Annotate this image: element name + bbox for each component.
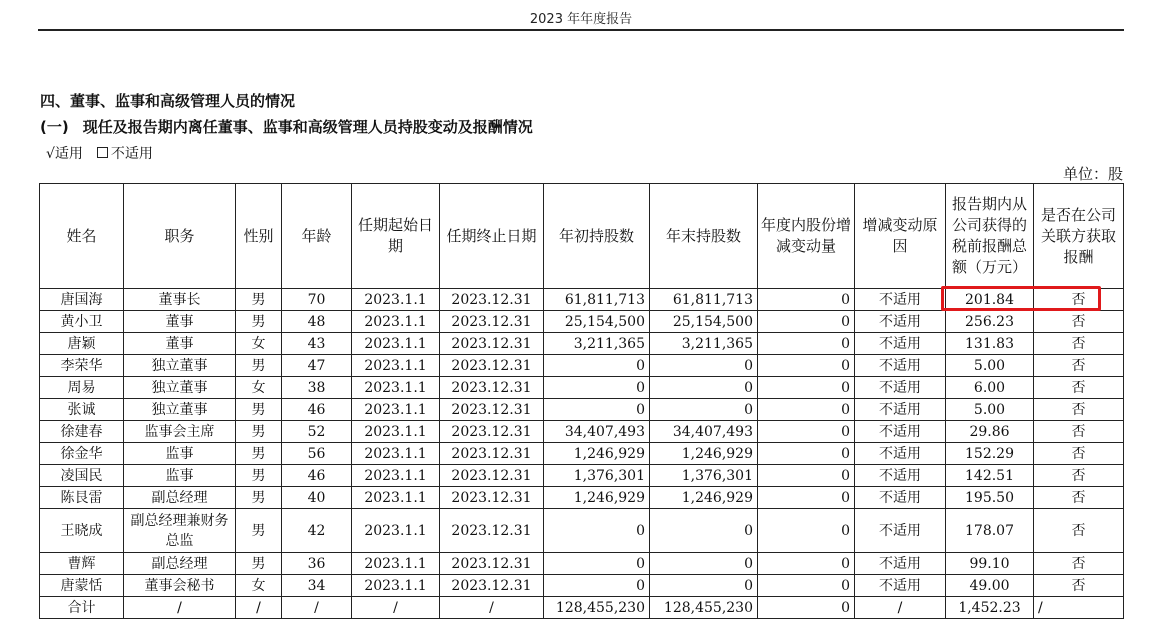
unit-label: 单位：股	[1062, 165, 1123, 183]
table-cell: 201.84	[946, 289, 1034, 311]
table-cell: 董事会秘书	[124, 575, 236, 597]
table-cell: 2023.1.1	[352, 355, 440, 377]
unchecked-box-icon	[97, 147, 108, 158]
table-cell: 0	[758, 289, 855, 311]
table-cell: 5.00	[946, 355, 1034, 377]
table-cell: 34	[282, 575, 352, 597]
table-cell: 46	[282, 399, 352, 421]
table-cell: 48	[282, 311, 352, 333]
table-cell: 43	[282, 333, 352, 355]
table-cell: 61,811,713	[650, 289, 758, 311]
table-cell: 70	[282, 289, 352, 311]
table-cell: 男	[236, 465, 282, 487]
table-cell: 0	[758, 487, 855, 509]
column-header: 年龄	[282, 184, 352, 289]
table-cell: 195.50	[946, 487, 1034, 509]
section-title: 四、董事、监事和高级管理人员的情况	[40, 92, 296, 110]
table-header-row	[40, 184, 1124, 289]
table-cell: 256.23	[946, 311, 1034, 333]
table-cell: 2023.12.31	[440, 355, 544, 377]
table-cell: 曹辉	[40, 553, 124, 575]
table-cell: 男	[236, 311, 282, 333]
table-cell: 监事	[124, 443, 236, 465]
table-cell: 0	[544, 553, 650, 575]
table-cell: 152.29	[946, 443, 1034, 465]
table-cell: 否	[1034, 377, 1124, 399]
table-row	[40, 553, 1124, 575]
table-cell: 0	[758, 509, 855, 553]
table-cell: 61,811,713	[544, 289, 650, 311]
table-cell: 2023.12.31	[440, 311, 544, 333]
subsection-text: 现任及报告期内离任董事、监事和高级管理人员持股变动及报酬情况	[82, 118, 533, 136]
table-cell: 否	[1034, 509, 1124, 553]
table-cell: 王晓成	[40, 509, 124, 553]
table-cell: 否	[1034, 333, 1124, 355]
table-cell: 2023.12.31	[440, 553, 544, 575]
table-cell: 副总经理	[124, 553, 236, 575]
table-cell: 否	[1034, 443, 1124, 465]
table-cell: /	[1034, 597, 1124, 619]
table-cell: 142.51	[946, 465, 1034, 487]
column-header: 性别	[236, 184, 282, 289]
table-cell: 1,246,929	[650, 443, 758, 465]
table-cell: 0	[650, 355, 758, 377]
table-cell: 2023.1.1	[352, 333, 440, 355]
table-cell: /	[440, 597, 544, 619]
table-cell: 3,211,365	[544, 333, 650, 355]
table-cell: 0	[544, 509, 650, 553]
table-row	[40, 377, 1124, 399]
table-cell: 唐国海	[40, 289, 124, 311]
table-cell: 0	[650, 377, 758, 399]
table-row	[40, 465, 1124, 487]
table-cell: 1,376,301	[544, 465, 650, 487]
table-cell: 2023.1.1	[352, 465, 440, 487]
column-header: 任期终止日期	[440, 184, 544, 289]
table-cell: 2023.12.31	[440, 465, 544, 487]
table-cell: 178.07	[946, 509, 1034, 553]
table-cell: 0	[758, 597, 855, 619]
table-cell: 男	[236, 355, 282, 377]
table-cell: 不适用	[855, 553, 946, 575]
table-cell: 徐金华	[40, 443, 124, 465]
table-cell: 0	[650, 553, 758, 575]
table-cell: 不适用	[855, 465, 946, 487]
not-applicable-option: 不适用	[110, 146, 153, 162]
table-cell: 董事	[124, 311, 236, 333]
table-cell: 0	[544, 377, 650, 399]
table-cell: 0	[758, 399, 855, 421]
table-cell: 2023.12.31	[440, 487, 544, 509]
table-row	[40, 399, 1124, 421]
table-cell: 否	[1034, 553, 1124, 575]
table-cell: 徐建春	[40, 421, 124, 443]
table-row	[40, 421, 1124, 443]
table-cell: 不适用	[855, 289, 946, 311]
table-row	[40, 289, 1124, 311]
table-cell: 陈艮雷	[40, 487, 124, 509]
table-cell: 否	[1034, 311, 1124, 333]
table-row	[40, 333, 1124, 355]
table-cell: 男	[236, 443, 282, 465]
table-cell: 0	[650, 399, 758, 421]
table-cell: 否	[1034, 575, 1124, 597]
table-cell: 不适用	[855, 575, 946, 597]
table-cell: 不适用	[855, 333, 946, 355]
applicable-option: √适用	[46, 146, 83, 162]
table-cell: 25,154,500	[544, 311, 650, 333]
table-cell: 2023.1.1	[352, 443, 440, 465]
column-header: 年初持股数	[544, 184, 650, 289]
table-cell: /	[282, 597, 352, 619]
table-cell: 男	[236, 399, 282, 421]
table-cell: 2023.1.1	[352, 311, 440, 333]
table-cell: 否	[1034, 289, 1124, 311]
subsection-title	[40, 116, 533, 137]
table-cell: 不适用	[855, 377, 946, 399]
table-row	[40, 311, 1124, 333]
table-cell: 0	[650, 509, 758, 553]
table-row	[40, 597, 1124, 619]
table-cell: 不适用	[855, 311, 946, 333]
table-cell: 0	[758, 377, 855, 399]
table-cell: 监事会主席	[124, 421, 236, 443]
table-cell: 0	[650, 575, 758, 597]
table-cell: /	[352, 597, 440, 619]
table-cell: 董事	[124, 333, 236, 355]
table-cell: 2023.1.1	[352, 575, 440, 597]
table-cell: 2023.1.1	[352, 399, 440, 421]
table-cell: 0	[758, 311, 855, 333]
table-cell: 男	[236, 421, 282, 443]
table-cell: 131.83	[946, 333, 1034, 355]
table-cell: 男	[236, 509, 282, 553]
table-cell: 不适用	[855, 443, 946, 465]
table-row	[40, 575, 1124, 597]
table-cell: 否	[1034, 355, 1124, 377]
table-cell: 34,407,493	[544, 421, 650, 443]
column-header: 是否在公司关联方获取报酬	[1034, 184, 1124, 289]
table-cell: 不适用	[855, 355, 946, 377]
table-cell: 女	[236, 377, 282, 399]
table-row	[40, 487, 1124, 509]
table-row	[40, 355, 1124, 377]
table-cell: 2023.1.1	[352, 289, 440, 311]
table-row	[40, 509, 1124, 553]
table-cell: 25,154,500	[650, 311, 758, 333]
table-cell: 52	[282, 421, 352, 443]
column-header: 任期起始日期	[352, 184, 440, 289]
table-cell: 0	[544, 575, 650, 597]
table-cell: 1,246,929	[544, 487, 650, 509]
column-header: 年度内股份增减变动量	[758, 184, 855, 289]
table-cell: 2023.1.1	[352, 553, 440, 575]
table-cell: 李荣华	[40, 355, 124, 377]
table-cell: 2023.12.31	[440, 399, 544, 421]
subsection-number: (一)	[40, 118, 69, 136]
column-header: 增减变动原因	[855, 184, 946, 289]
table-cell: 2023.12.31	[440, 421, 544, 443]
table-cell: 唐颖	[40, 333, 124, 355]
table-cell: 0	[544, 355, 650, 377]
table-cell: 周易	[40, 377, 124, 399]
table-cell: 29.86	[946, 421, 1034, 443]
table-cell: 0	[758, 333, 855, 355]
table-cell: 2023.1.1	[352, 509, 440, 553]
table-cell: 2023.12.31	[440, 575, 544, 597]
table-cell: 1,376,301	[650, 465, 758, 487]
table-cell: 副总经理兼财务总监	[124, 509, 236, 553]
table-cell: 3,211,365	[650, 333, 758, 355]
table-cell: 0	[758, 421, 855, 443]
table-cell: 女	[236, 575, 282, 597]
table-cell: 2023.1.1	[352, 487, 440, 509]
table-cell: 唐蒙恬	[40, 575, 124, 597]
table-cell: 0	[758, 575, 855, 597]
table-row	[40, 443, 1124, 465]
table-cell: 0	[758, 465, 855, 487]
table-cell: 5.00	[946, 399, 1034, 421]
table-cell: 不适用	[855, 399, 946, 421]
table-cell: 2023.12.31	[440, 289, 544, 311]
table-cell: 56	[282, 443, 352, 465]
page-header: 2023 年年度报告	[529, 12, 633, 27]
table-cell: 独立董事	[124, 355, 236, 377]
table-cell: 1,246,929	[544, 443, 650, 465]
table-cell: 2023.12.31	[440, 509, 544, 553]
table-cell: 男	[236, 487, 282, 509]
table-cell: 47	[282, 355, 352, 377]
column-header: 报告期内从公司获得的税前报酬总额（万元）	[946, 184, 1034, 289]
holdings-table	[39, 183, 1124, 619]
table-cell: 0	[758, 355, 855, 377]
table-cell: 0	[544, 399, 650, 421]
table-cell: 董事长	[124, 289, 236, 311]
table-cell: 42	[282, 509, 352, 553]
column-header: 年末持股数	[650, 184, 758, 289]
table-cell: 49.00	[946, 575, 1034, 597]
table-cell: 2023.1.1	[352, 377, 440, 399]
table-cell: 0	[758, 443, 855, 465]
table-cell: 40	[282, 487, 352, 509]
table-cell: 2023.1.1	[352, 421, 440, 443]
table-cell: 黄小卫	[40, 311, 124, 333]
table-cell: 6.00	[946, 377, 1034, 399]
table-cell: 否	[1034, 421, 1124, 443]
table-cell: 128,455,230	[544, 597, 650, 619]
table-cell: 不适用	[855, 487, 946, 509]
table-cell: 2023.12.31	[440, 443, 544, 465]
table-cell: /	[236, 597, 282, 619]
table-cell: 34,407,493	[650, 421, 758, 443]
table-cell: 合计	[40, 597, 124, 619]
table-cell: 独立董事	[124, 377, 236, 399]
table-cell: 张诚	[40, 399, 124, 421]
table-cell: 副总经理	[124, 487, 236, 509]
table-cell: 否	[1034, 465, 1124, 487]
table-cell: 女	[236, 333, 282, 355]
table-cell: 2023.12.31	[440, 333, 544, 355]
table-cell: 否	[1034, 487, 1124, 509]
table-cell: 监事	[124, 465, 236, 487]
table-cell: 1,246,929	[650, 487, 758, 509]
column-header: 姓名	[40, 184, 124, 289]
table-cell: /	[124, 597, 236, 619]
table-cell: 0	[758, 553, 855, 575]
table-cell: 凌国民	[40, 465, 124, 487]
table-cell: 1,452.23	[946, 597, 1034, 619]
table-cell: 128,455,230	[650, 597, 758, 619]
table-cell: 46	[282, 465, 352, 487]
table-cell: 2023.12.31	[440, 377, 544, 399]
applicability-options	[46, 143, 153, 163]
table-cell: 男	[236, 553, 282, 575]
table-cell: 否	[1034, 399, 1124, 421]
table-cell: 男	[236, 289, 282, 311]
header-rule	[38, 29, 1124, 31]
column-header: 职务	[124, 184, 236, 289]
table-cell: 独立董事	[124, 399, 236, 421]
table-cell: 不适用	[855, 509, 946, 553]
table-cell: 99.10	[946, 553, 1034, 575]
table-cell: 36	[282, 553, 352, 575]
table-cell: /	[855, 597, 946, 619]
table-cell: 38	[282, 377, 352, 399]
table-cell: 不适用	[855, 421, 946, 443]
